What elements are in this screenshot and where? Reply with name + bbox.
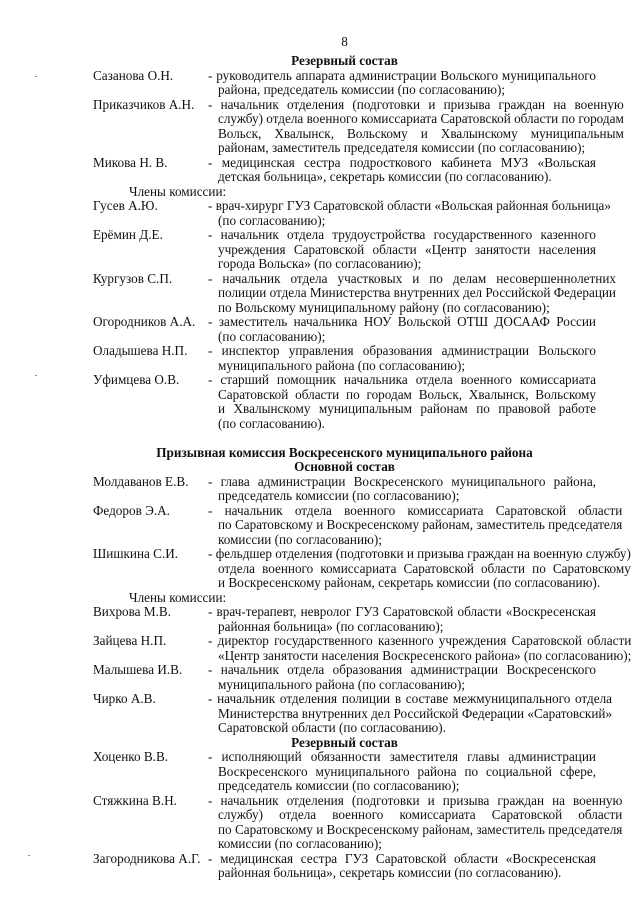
member-description	[208, 199, 611, 228]
description-line	[208, 475, 596, 490]
description-line	[208, 678, 596, 693]
dash: -	[208, 314, 219, 329]
dash: -	[208, 691, 218, 706]
description-text: Саратовской области по городам Вольск, Хвалынск, Вольскому	[218, 386, 596, 402]
page-number: 8	[341, 34, 348, 49]
member-entry	[93, 96, 624, 156]
description-line	[208, 214, 611, 229]
member-name: Микова Н. В.	[93, 154, 168, 170]
description-line	[208, 83, 596, 98]
description-line	[208, 576, 631, 591]
description-text: начальник отдела военного комиссариата Саратовской области	[224, 502, 623, 518]
members-label: Члены комиссии:	[129, 183, 227, 199]
member-name: Приказчиков А.Н.	[93, 96, 195, 112]
member-name: Оладышева Н.П.	[93, 343, 188, 358]
description-text: заместитель начальника НОУ Вольской ОТШ ДОСААФ России	[218, 314, 596, 329]
description-line	[208, 257, 596, 272]
description-text: «Центр занятости населения Воскресенского района» (по согласованию);	[218, 647, 632, 663]
member-entry	[93, 633, 632, 663]
description-line	[208, 301, 616, 316]
member-description	[208, 69, 596, 98]
member-entry	[93, 792, 623, 852]
member-name: Вихрова М.В.	[93, 604, 171, 619]
member-entry	[93, 663, 596, 692]
section-heading: Основной состав	[294, 459, 395, 474]
section-heading: Призывная комиссия Воскресенского муниципального района	[156, 444, 533, 460]
dash: -	[208, 662, 221, 677]
member-name: Чирко А.В.	[93, 691, 156, 706]
description-text: отдела военного комиссариата Саратовской области по Саратовскому	[218, 560, 631, 576]
description-text: врач-терапевт, невролог ГУЗ Саратовской области «Воскресенская	[216, 604, 596, 619]
description-line	[208, 518, 622, 533]
description-line	[208, 605, 596, 620]
description-text: Министерства внутренних дел Российской Федерации «Саратовский»	[218, 705, 613, 721]
description-line	[208, 504, 622, 519]
description-line	[208, 170, 596, 185]
dash: -	[208, 850, 221, 866]
description-text: службу) отдела военного комиссариата Саратовской области	[218, 807, 623, 822]
description-text: детская больница», секретарь комиссии (по согласованию).	[218, 169, 552, 184]
description-text: по Саратовскому и Воскресенскому районам, заместитель председателя	[218, 821, 623, 837]
description-line	[208, 707, 612, 722]
member-name: Гусев А.Ю.	[93, 198, 158, 213]
member-description	[208, 344, 596, 373]
description-text: по Вольскому муниципальному району (по согласованию);	[218, 299, 550, 315]
description-line	[208, 852, 596, 867]
description-text: (по согласованию);	[218, 212, 326, 228]
description-line	[208, 141, 624, 156]
description-line	[208, 750, 596, 765]
member-entry	[93, 605, 596, 634]
member-description	[208, 272, 616, 316]
member-name: Молдаванов Е.В.	[93, 473, 189, 489]
member-name: Шишкина С.И.	[93, 546, 179, 561]
member-entry	[93, 228, 596, 272]
description-text: Вольск, Хвалынск, Вольскому и Хвалынскому муниципальным	[218, 125, 624, 141]
dash: -	[208, 67, 217, 83]
description-line	[208, 533, 622, 548]
document-body	[93, 53, 632, 881]
description-line	[208, 373, 596, 388]
dash: -	[208, 96, 221, 112]
description-text: службу) отдела военного комиссариата Саратовской области по городам	[218, 111, 624, 126]
dash: -	[208, 198, 216, 213]
description-text: комиссии (по согласованию);	[218, 531, 382, 547]
member-entry	[93, 750, 596, 794]
description-text: глава администрации Воскресенского муниципального района,	[220, 473, 596, 489]
section-heading: Резервный состав	[291, 734, 398, 750]
description-line	[208, 388, 596, 403]
description-line	[208, 98, 624, 113]
description-text: медицинская сестра подросткового кабинета МУЗ «Вольская	[221, 154, 596, 170]
description-text: Саратовской области (по согласованию).	[218, 720, 446, 735]
member-name: Кургузов С.П.	[93, 270, 173, 286]
description-text: исполняющий обязанности заместителя главы администрации	[221, 749, 596, 764]
dash: -	[208, 546, 216, 561]
dash: -	[208, 633, 218, 648]
description-text: по Саратовскому и Воскресенскому районам, заместитель председателя	[218, 517, 623, 532]
member-name: Зайцева Н.П.	[93, 633, 167, 648]
member-description	[208, 228, 596, 272]
section-heading: Резервный состав	[291, 53, 398, 68]
dash: -	[208, 792, 221, 808]
description-text: муниципального района (по согласованию);	[218, 357, 466, 373]
member-entry	[93, 502, 623, 548]
description-line	[208, 112, 624, 127]
member-entry	[93, 315, 596, 344]
description-text: врач-хирург ГУЗ Саратовской области «Вольская районная больница»	[215, 198, 611, 213]
description-line	[208, 243, 596, 258]
dash: -	[208, 372, 221, 387]
description-line	[208, 562, 631, 577]
description-text: района, председатель комиссии (по согласованию);	[218, 82, 505, 97]
dash: -	[208, 473, 221, 489]
member-name: Огородников А.А.	[93, 314, 196, 329]
description-text: начальник отделения полиции в составе межмуниципального отдела	[217, 691, 613, 706]
member-entry	[93, 344, 596, 373]
description-text: председатель комиссии (по согласованию);	[218, 778, 460, 793]
description-text: комиссии (по согласованию);	[218, 836, 382, 851]
member-description	[208, 547, 631, 591]
description-line	[208, 692, 612, 707]
member-description	[208, 605, 596, 634]
dash: -	[208, 343, 222, 358]
description-text: медицинская сестра ГУЗ Саратовской области «Воскресенская	[220, 850, 596, 866]
scan-speck	[35, 375, 37, 376]
member-entry	[93, 156, 596, 185]
description-line	[208, 808, 622, 823]
description-line	[208, 228, 596, 243]
description-line	[208, 156, 596, 171]
description-text: и Хвалынскому муниципальным районам по правовой работе	[218, 401, 596, 416]
description-line	[208, 69, 596, 84]
description-text: города Вольска» (по согласованию);	[218, 256, 422, 271]
description-text: начальник отдела участковых и по делам несовершеннолетних	[222, 270, 616, 286]
dash: -	[208, 227, 221, 242]
description-line	[208, 359, 596, 374]
description-line	[208, 620, 596, 635]
member-description	[208, 504, 622, 548]
description-line	[208, 127, 624, 142]
member-name: Хоценко В.В.	[93, 749, 169, 764]
description-line	[208, 547, 631, 562]
member-description	[208, 98, 624, 156]
member-entry	[93, 691, 613, 736]
description-line	[208, 779, 596, 794]
description-line	[208, 866, 596, 881]
description-text: старший помощник начальника отдела военного комиссариата	[220, 372, 596, 387]
description-line	[208, 344, 596, 359]
member-name: Сазанова О.Н.	[93, 67, 174, 83]
scan-speck	[28, 855, 30, 856]
description-text: районная больница», секретарь комиссии (по согласованию).	[218, 865, 562, 880]
description-line	[208, 199, 611, 214]
scan-speck	[35, 76, 37, 77]
member-name: Стяжкина В.Н.	[93, 792, 177, 808]
dash: -	[208, 749, 222, 764]
member-description	[208, 750, 596, 794]
dash: -	[208, 502, 225, 518]
member-entry	[93, 373, 596, 431]
description-text: инспектор управления образования администрации Вольского	[221, 343, 596, 358]
description-line	[208, 286, 616, 301]
description-line	[208, 330, 596, 345]
description-text: полиции отдела Министерства внутренних дел Российской Федерации	[218, 285, 616, 300]
member-entry	[93, 198, 611, 228]
description-line	[208, 649, 631, 664]
description-line	[208, 272, 616, 287]
spacer	[93, 431, 596, 446]
description-text: председатель комиссии (по согласованию);	[218, 488, 460, 503]
description-line	[208, 417, 596, 432]
description-text: руководитель аппарата администрации Вольского муниципального	[216, 67, 596, 83]
member-entry	[93, 69, 596, 98]
description-line	[208, 663, 596, 678]
member-name: Загородникова А.Г.	[93, 850, 201, 866]
description-text: районная больница» (по согласованию);	[218, 618, 444, 634]
description-line	[208, 634, 631, 649]
description-line	[208, 794, 622, 809]
member-name: Малышева И.В.	[93, 662, 183, 677]
member-description	[208, 663, 596, 692]
description-line	[208, 315, 596, 330]
description-line	[208, 489, 596, 504]
member-name: Ерёмин Д.Е.	[93, 227, 163, 242]
dash: -	[208, 154, 222, 170]
member-description	[208, 692, 612, 736]
description-line	[208, 402, 596, 417]
description-line	[208, 721, 612, 736]
member-entry	[93, 852, 596, 881]
description-line	[208, 823, 622, 838]
description-text: (по согласованию).	[218, 415, 325, 431]
member-description	[208, 156, 596, 185]
member-name: Уфимцева О.В.	[93, 372, 180, 387]
description-text: начальник отделения (подготовки и призыва граждан на военную	[220, 96, 624, 112]
member-description	[208, 373, 596, 431]
description-text: (по согласованию);	[218, 328, 326, 344]
description-text: начальник отдела образования администрации Воскресенского	[220, 662, 596, 677]
member-name: Федоров Э.А.	[93, 502, 170, 518]
description-text: Воскресенского муниципального района по социальной сфере,	[218, 763, 596, 779]
description-text: начальник отделения (подготовки и призыва граждан на военную	[220, 792, 623, 808]
member-description	[208, 852, 596, 881]
description-text: фельдшер отделения (подготовки и призыва граждан на военную службу)	[215, 546, 631, 561]
member-description	[208, 475, 596, 504]
description-line	[208, 837, 622, 852]
description-line	[208, 765, 596, 780]
document-page	[93, 34, 632, 881]
member-description	[208, 634, 631, 663]
description-text: районам, заместитель председателя комиссии (по согласованию);	[218, 140, 586, 155]
description-text: начальник отдела трудоустройства государственного казенного	[220, 227, 596, 242]
member-description	[208, 794, 622, 852]
member-entry	[93, 475, 596, 504]
member-entry	[93, 546, 631, 591]
description-text: директор государственного казенного учреждения Саратовской области	[217, 633, 632, 648]
description-text: и Воскресенскому районам, секретарь комиссии (по согласованию).	[218, 575, 601, 590]
member-description	[208, 315, 596, 344]
description-text: учреждения Саратовской области «Центр занятости населения	[218, 241, 596, 257]
description-text: муниципального района (по согласованию);	[218, 676, 466, 692]
members-label: Члены комиссии:	[129, 589, 227, 605]
dash: -	[208, 270, 223, 286]
member-entry	[93, 270, 616, 316]
dash: -	[208, 604, 217, 619]
